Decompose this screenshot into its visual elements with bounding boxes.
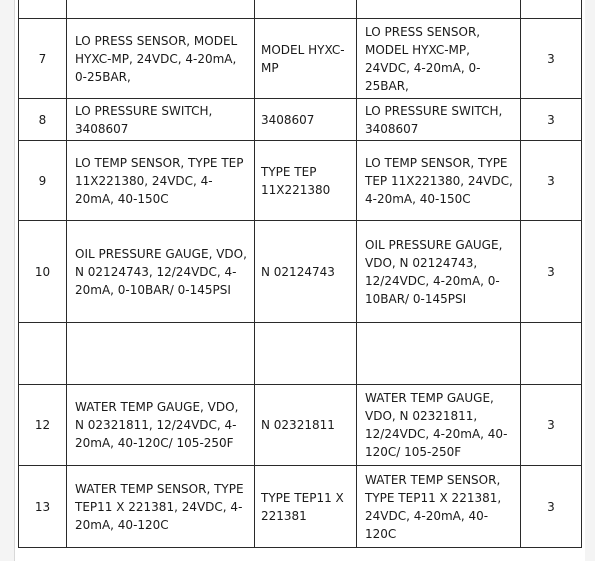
description-cell: WATER TEMP GAUGE, VDO, N 02321811, 12/24VDC, 4-20mA, 40-120C/ 105-250F <box>67 385 255 466</box>
quantity-cell: 3 <box>521 221 582 323</box>
quantity-cell <box>521 0 582 19</box>
row-number-cell: 12 <box>19 385 67 466</box>
document-left-margin <box>0 0 14 561</box>
table-row <box>19 19 582 99</box>
parts-table <box>18 0 582 548</box>
model-cell: TYPE TEP 11X221380 <box>255 141 357 221</box>
model-cell: TYPE TEP11 X 221381 <box>255 466 357 548</box>
quantity-cell: 3 <box>521 141 582 221</box>
row-number-cell: 7 <box>19 19 67 99</box>
full-description-cell: LO PRESS SENSOR, MODEL HYXC-MP, 24VDC, 4-20mA, 0-25BAR, <box>357 19 521 99</box>
row-number-cell: 10 <box>19 221 67 323</box>
description-cell: LO PRESSURE SWITCH, 3408607 <box>67 99 255 141</box>
full-description-cell: OIL PRESSURE GAUGE, VDO, N 02124743, 12/24VDC, 4-20mA, 0-10BAR/ 0-145PSI <box>357 221 521 323</box>
description-cell: LO PRESS SENSOR, MODEL HYXC-MP, 24VDC, 4-20mA, 0-25BAR, <box>67 19 255 99</box>
table-row <box>19 385 582 466</box>
table-row <box>19 466 582 548</box>
model-cell: N 02321811 <box>255 385 357 466</box>
row-number-cell: 13 <box>19 466 67 548</box>
description-cell: LO TEMP SENSOR, TYPE TEP 11X221380, 24VDC, 4-20mA, 40-150C <box>67 141 255 221</box>
row-number-cell <box>19 0 67 19</box>
page-edge <box>14 0 15 561</box>
model-cell <box>255 0 357 19</box>
table-row <box>19 141 582 221</box>
full-description-cell: LO TEMP SENSOR, TYPE TEP 11X221380, 24VDC, 4-20mA, 40-150C <box>357 141 521 221</box>
full-description-cell: LO PRESSURE SWITCH, 3408607 <box>357 99 521 141</box>
model-cell: MODEL HYXC-MP <box>255 19 357 99</box>
table-row <box>19 323 582 385</box>
quantity-cell: 3 <box>521 99 582 141</box>
model-cell: N 02124743 <box>255 221 357 323</box>
document-right-margin <box>585 0 595 561</box>
row-number-cell: 9 <box>19 141 67 221</box>
quantity-cell: 3 <box>521 385 582 466</box>
quantity-cell: 3 <box>521 19 582 99</box>
model-cell <box>255 323 357 385</box>
full-description-cell: WATER TEMP SENSOR, TYPE TEP11 X 221381, 24VDC, 4-20mA, 40-120C <box>357 466 521 548</box>
row-number-cell <box>19 323 67 385</box>
full-description-cell: WATER TEMP GAUGE, VDO, N 02321811, 12/24VDC, 4-20mA, 40-120C/ 105-250F <box>357 385 521 466</box>
row-number-cell: 8 <box>19 99 67 141</box>
full-description-cell <box>357 0 521 19</box>
description-cell <box>67 323 255 385</box>
table-row <box>19 0 582 19</box>
description-cell <box>67 0 255 19</box>
table-row <box>19 99 582 141</box>
description-cell: OIL PRESSURE GAUGE, VDO, N 02124743, 12/24VDC, 4-20mA, 0-10BAR/ 0-145PSI <box>67 221 255 323</box>
table-row <box>19 221 582 323</box>
quantity-cell <box>521 323 582 385</box>
model-cell: 3408607 <box>255 99 357 141</box>
full-description-cell <box>357 323 521 385</box>
quantity-cell: 3 <box>521 466 582 548</box>
description-cell: WATER TEMP SENSOR, TYPE TEP11 X 221381, 24VDC, 4-20mA, 40-120C <box>67 466 255 548</box>
